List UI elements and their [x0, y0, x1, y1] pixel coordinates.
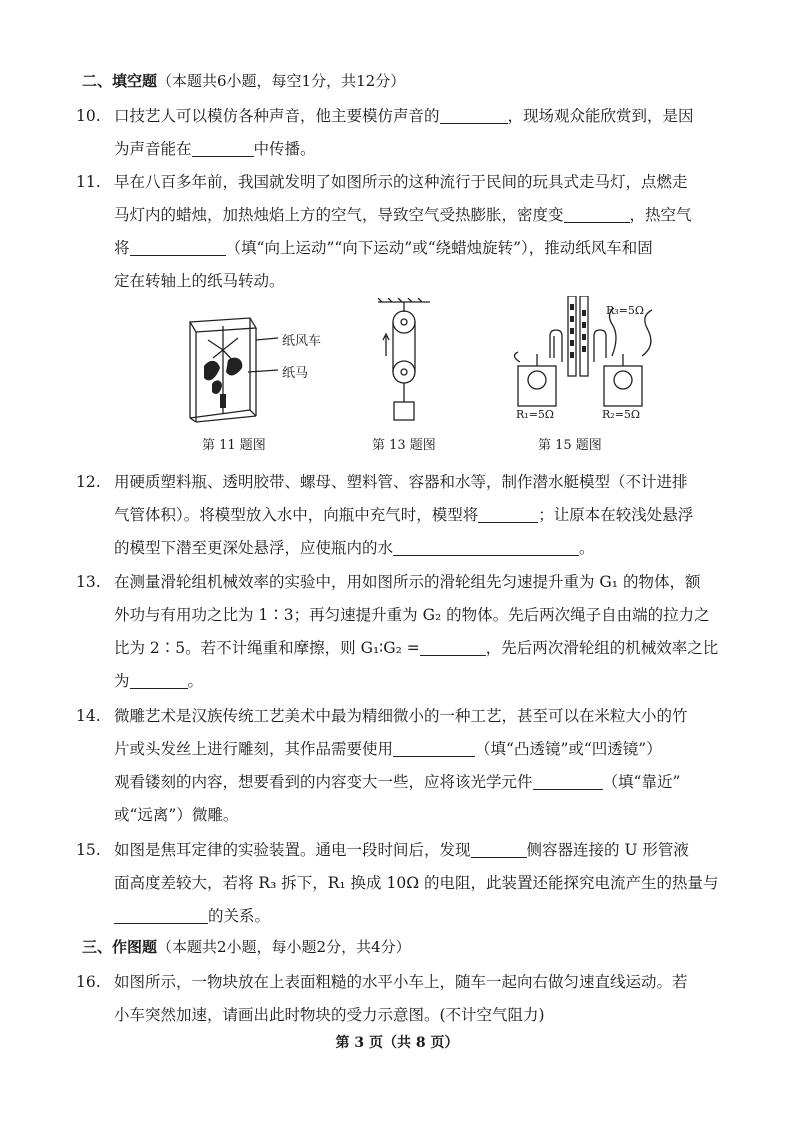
question-text: 片或头发丝上进行雕刻，其作品需要使用: [114, 740, 394, 758]
question-text: ，热空气: [629, 206, 692, 224]
question-line: [114, 900, 270, 933]
question-text: 比为 2∶5。若不计绳重和摩擦，则 G₁∶G₂ =: [114, 639, 420, 657]
figure-13: [374, 298, 434, 428]
answer-blank[interactable]: [440, 103, 508, 124]
question-line: [114, 566, 700, 599]
question-line: [114, 499, 693, 532]
answer-blank[interactable]: [471, 837, 527, 858]
question-line: [114, 966, 688, 999]
question-text: 面高度差较大，若将 R₃ 拆下，R₁ 换成 10Ω 的电阻，此装置还能探究电流产生的热量与: [114, 874, 719, 892]
section-note: （本题共6小题，每空1分，共12分）: [157, 72, 406, 90]
question-number: 15.: [76, 841, 101, 859]
figure-11: [168, 310, 328, 430]
question-line: [114, 632, 718, 665]
question-text: 外功与有用功之比为 1∶3；再匀速提升重为 G₂ 的物体。先后两次绳子自由端的拉力之: [114, 606, 710, 624]
question-line: [114, 532, 595, 565]
section-heading-drawing: [82, 936, 411, 957]
question-line: [114, 232, 653, 265]
page-footer: 第 3 页（共 8 页）: [335, 1035, 459, 1051]
answer-blank[interactable]: [192, 136, 254, 157]
question-11: [74, 166, 734, 298]
question-text: 如图所示，一物块放在上表面粗糙的水平小车上，随车一起向右做匀速直线运动。若: [114, 973, 688, 991]
question-10: [74, 100, 734, 166]
answer-blank[interactable]: [533, 769, 603, 790]
question-line: [114, 199, 692, 232]
question-number: 12.: [76, 473, 101, 491]
question-15: [74, 834, 734, 933]
question-number: 10.: [76, 107, 101, 125]
question-line: [114, 867, 718, 900]
question-text: 将: [114, 239, 130, 257]
question-text: 早在八百多年前，我国就发明了如图所示的这种流行于民间的玩具式走马灯，点燃走: [114, 173, 688, 191]
question-number: 11.: [76, 173, 101, 191]
question-text: 。: [579, 539, 595, 557]
section-heading-fill-in: [82, 70, 405, 91]
paper-horse-label: 纸马: [282, 366, 309, 381]
question-number: 16.: [76, 973, 101, 991]
answer-blank[interactable]: [393, 736, 475, 757]
answer-blank[interactable]: [130, 668, 188, 689]
question-line: [114, 265, 285, 298]
question-number: 14.: [76, 707, 101, 725]
section-title: 三、作图题: [82, 938, 158, 956]
figures-row: [160, 296, 660, 456]
question-text: 用硬质塑料瓶、透明胶带、螺母、塑料管、容器和水等，制作潜水艇模型（不计进排: [114, 473, 688, 491]
question-text: 小车突然加速，请画出此时物块的受力示意图。(不计空气阻力): [114, 1006, 545, 1024]
question-text: 侧容器连接的 U 形管液: [526, 841, 689, 859]
question-line: [114, 100, 694, 133]
question-line: [114, 700, 688, 733]
question-text: 在测量滑轮组机械效率的实验中，用如图所示的滑轮组先匀速提升重为 G₁ 的物体，额: [114, 573, 701, 591]
figure-11-caption: 第 11 题图: [202, 438, 266, 453]
question-text: （填“凸透镜”或“凹透镜”）: [475, 740, 662, 758]
question-line: [114, 733, 662, 766]
question-text: 的关系。: [208, 907, 271, 925]
r2-label: R₂=5Ω: [602, 408, 641, 421]
figure-15: [510, 296, 670, 428]
question-14: [74, 700, 734, 832]
question-text: 。: [187, 672, 204, 690]
question-13: [74, 566, 734, 698]
windmill-label: 纸风车: [282, 334, 322, 349]
question-text: ，现场观众能欣赏到，是因: [507, 107, 694, 125]
question-12: [74, 466, 734, 565]
question-text: （填“向上运动”“向下运动”或“绕蜡烛旋转”），推动纸风车和固: [225, 239, 653, 257]
question-text: 马灯内的蜡烛，加热烛焰上方的空气，导致空气受热膨胀，密度变: [114, 206, 564, 224]
question-text: 微雕艺术是汉族传统工艺美术中最为精细微小的一种工艺，甚至可以在米粒大小的竹: [114, 707, 688, 725]
question-text: 或“远离”）微雕。: [114, 806, 239, 824]
answer-blank[interactable]: [130, 235, 226, 256]
figure-13-caption: 第 13 题图: [372, 438, 436, 453]
answer-blank[interactable]: [114, 903, 208, 924]
question-16: [74, 966, 734, 1032]
question-number: 13.: [76, 573, 101, 591]
question-text: 如图是焦耳定律的实验装置。通电一段时间后，发现: [114, 841, 471, 859]
answer-blank[interactable]: [420, 635, 486, 656]
pulley-illustration: [374, 298, 434, 428]
figure-15-caption: 第 15 题图: [538, 438, 602, 453]
answer-blank[interactable]: [564, 202, 630, 223]
question-line: [114, 834, 689, 867]
question-line: [114, 133, 316, 166]
question-text: 为: [114, 672, 130, 690]
r3-label: R₃=5Ω: [606, 304, 645, 317]
question-line: [114, 166, 688, 199]
question-text: 的模型下潜至更深处悬浮，应使瓶内的水: [114, 539, 394, 557]
question-text: 观看镂刻的内容，想要看到的内容变大一些，应将该光学元件: [114, 773, 533, 791]
r1-label: R₁=5Ω: [516, 408, 555, 421]
answer-blank[interactable]: [393, 535, 579, 556]
question-text: 中传播。: [253, 140, 316, 158]
question-text: ，先后两次滑轮组的机械效率之比: [485, 639, 719, 657]
question-text: ；让原本在较浅处悬浮: [538, 506, 694, 524]
question-line: [114, 999, 545, 1032]
question-text: 气管体积）。将模型放入水中，向瓶中充气时，模型将: [114, 506, 479, 524]
question-line: [114, 665, 203, 698]
section-note: （本题共2小题，每小题2分，共4分）: [157, 938, 411, 956]
question-line: [114, 599, 710, 632]
section-title: 二、填空题: [82, 72, 158, 90]
question-text: 定在转轴上的纸马转动。: [114, 272, 285, 290]
question-text: 口技艺人可以模仿各种声音，他主要模仿声音的: [114, 107, 440, 125]
question-line: [114, 799, 238, 832]
answer-blank[interactable]: [478, 502, 538, 523]
question-line: [114, 466, 688, 499]
question-line: [114, 766, 680, 799]
question-text: 为声音能在: [114, 140, 192, 158]
question-text: （填“靠近”: [602, 773, 681, 791]
